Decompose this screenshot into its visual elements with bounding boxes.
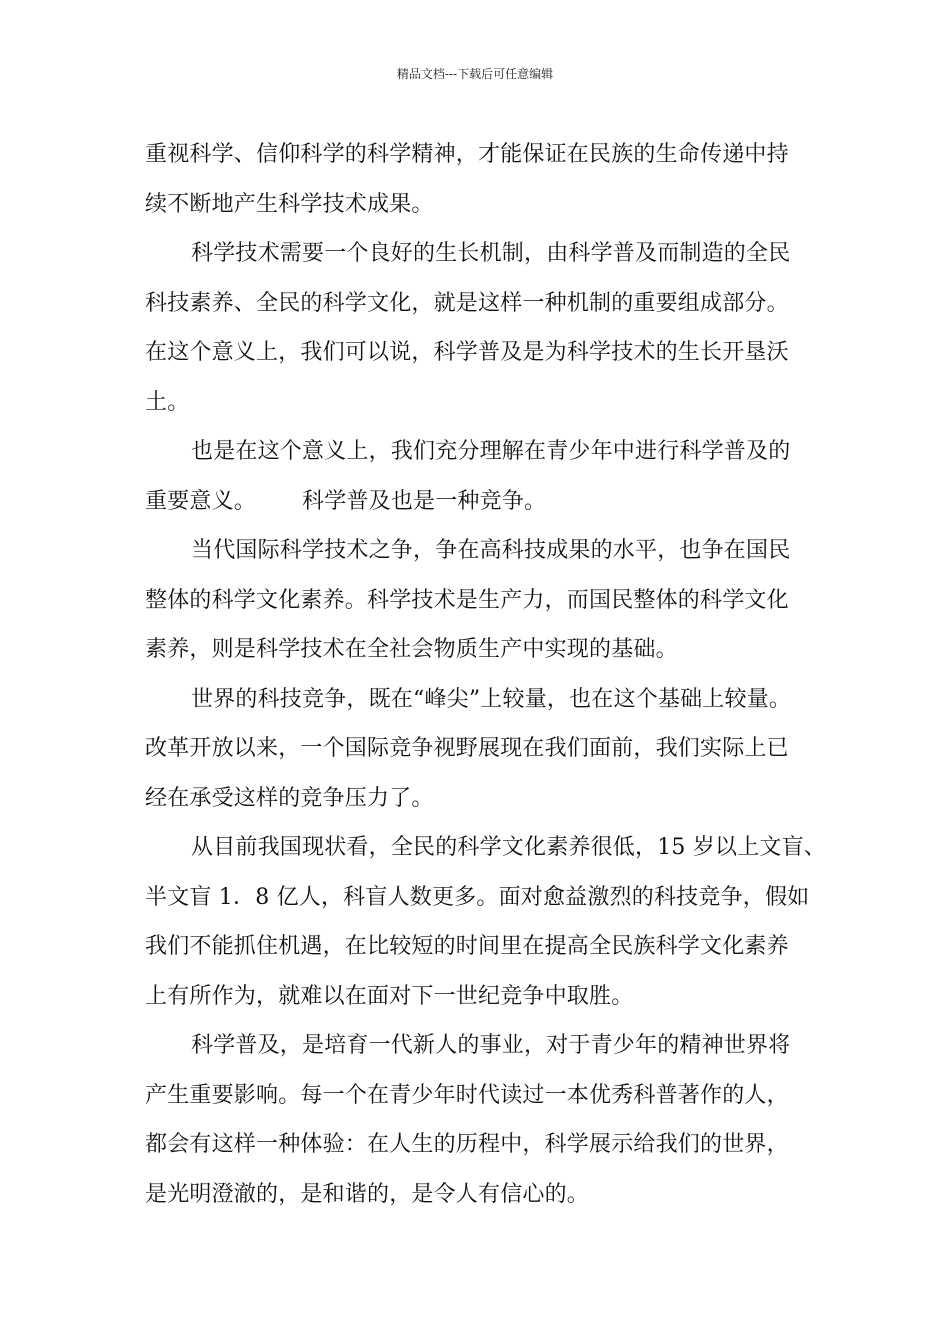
- paragraph-3-line-2: [145, 477, 825, 527]
- paragraph-6-line-2: 半文盲 1．8 亿人，科盲人数更多。面对愈益激烈的科技竞争，假如: [145, 884, 810, 910]
- paragraph-2-line-2: 科技素养、全民的科学文化，就是这样一种机制的重要组成部分。: [145, 290, 789, 316]
- paragraph-2-line-4: 土。: [145, 389, 190, 415]
- paragraph-3-line-1: 也是在这个意义上，我们充分理解在青少年中进行科学普及的: [191, 439, 791, 464]
- paragraph-7-line-4: 是光明澄澈的，是和谐的，是令人有信心的。: [145, 1181, 590, 1207]
- document-body: [145, 130, 825, 1219]
- paragraph-2-line-3: 在这个意义上，我们可以说，科学普及是为科学技术的生长开垦沃: [145, 340, 789, 365]
- paragraph-6-line-4: 上有所作为，就难以在面对下一世纪竞争中取胜。: [145, 983, 634, 1009]
- paragraph-4-line-1: 当代国际科学技术之争，争在高科技成果的水平，也争在国民: [191, 538, 791, 563]
- paragraph-1-line-1: 重视科学、信仰科学的科学精神，才能保证在民族的生命传递中持: [145, 142, 789, 167]
- paragraph-6-line-3: 我们不能抓住机遇，在比较短的时间里在提高全民族科学文化素养: [145, 934, 789, 959]
- paragraph-3-line-2-text: 重要意义。: [145, 488, 257, 514]
- paragraph-6-line-1: 从目前我国现状看，全民的科学文化素养很低，15 岁以上文盲、: [191, 835, 826, 860]
- paragraph-4-line-3: 素养，则是科学技术在全社会物质生产中实现的基础。: [145, 637, 678, 662]
- paragraph-1-line-2: 续不断地产生科学技术成果。: [145, 191, 434, 217]
- paragraph-7-line-1: 科学普及，是培育一代新人的事业，对于青少年的精神世界将: [191, 1033, 791, 1058]
- page-header: 精品文档---下载后可任意编辑: [396, 67, 554, 81]
- paragraph-7-line-3: 都会有这样一种体验：在人生的历程中，科学展示给我们的世界，: [145, 1132, 789, 1157]
- paragraph-7-line-2: 产生重要影响。每一个在青少年时代读过一本优秀科普著作的人，: [145, 1082, 789, 1108]
- paragraph-5-line-2: 改革开放以来，一个国际竞争视野展现在我们面前，我们实际上已: [145, 736, 789, 761]
- paragraph-4-line-2: 整体的科学文化素养。科学技术是生产力，而国民整体的科学文化: [145, 587, 789, 613]
- paragraph-3-trailing-text: 科学普及也是一种竞争。: [302, 488, 547, 514]
- paragraph-5-line-3: 经在承受这样的竞争压力了。: [145, 785, 434, 811]
- paragraph-2-line-1: 科学技术需要一个良好的生长机制，由科学普及而制造的全民: [191, 241, 791, 266]
- paragraph-5-line-1: 世界的科技竞争，既在“峰尖”上较量，也在这个基础上较量。: [191, 686, 792, 712]
